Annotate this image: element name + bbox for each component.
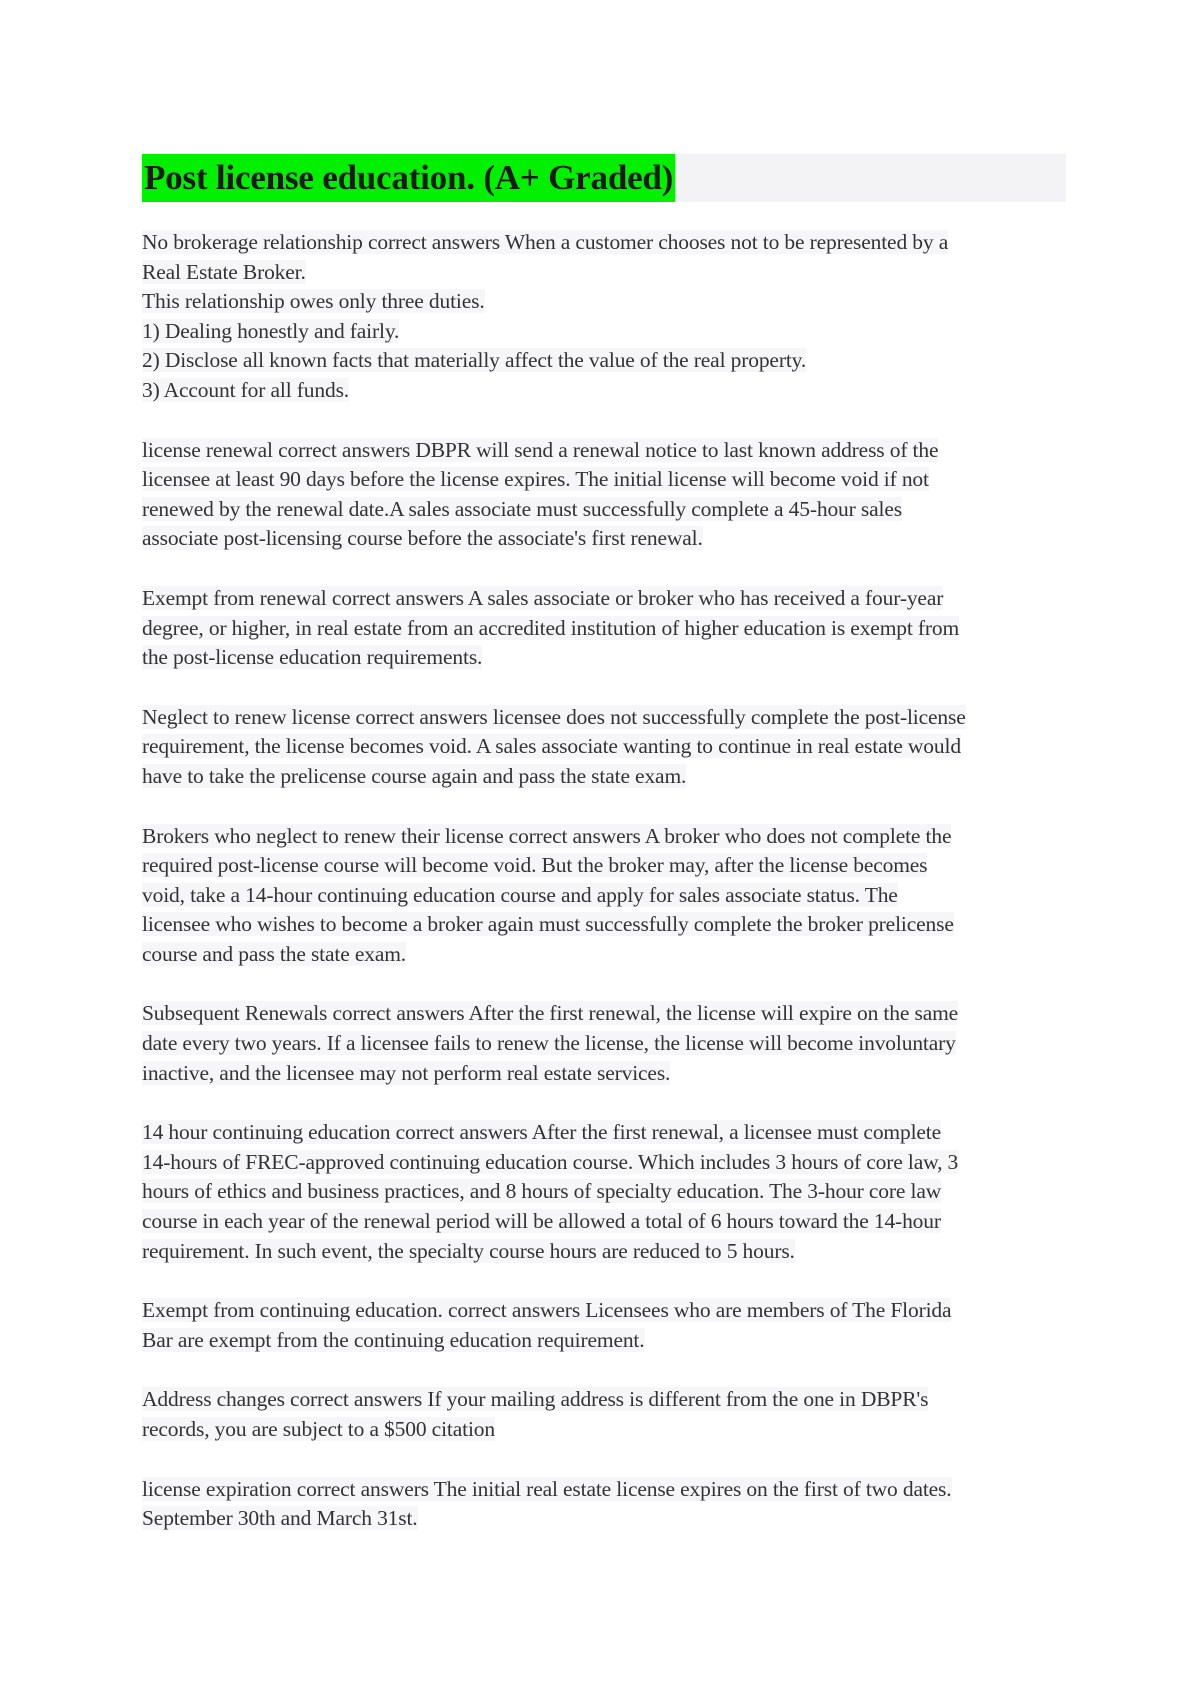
- entry-line: [142, 524, 1066, 554]
- entry-line: [142, 822, 1066, 852]
- entry-line-text: September 30th and March 31st.: [142, 1506, 418, 1531]
- entry-line: [142, 851, 1066, 881]
- entry-line-text: licensee who wishes to become a broker again must successfully complete the broker prelicense: [142, 912, 954, 937]
- entry-line-text: Brokers who neglect to renew their license correct answers A broker who does not complete the: [142, 823, 952, 848]
- entry-line-text: This relationship owes only three duties.: [142, 289, 485, 314]
- entry-line: [142, 703, 1066, 733]
- title-row: [142, 154, 1066, 202]
- entry-line: [142, 881, 1066, 911]
- entry-line: [142, 465, 1066, 495]
- entry-line: [142, 376, 1066, 406]
- entry-line: [142, 436, 1066, 466]
- entry-line: [142, 1504, 1066, 1534]
- entry-line-text: hours of ethics and business practices, and 8 hours of specialty education. The 3-hour core law: [142, 1179, 942, 1204]
- entry-line: [142, 1385, 1066, 1415]
- entry-line-text: Real Estate Broker.: [142, 259, 306, 284]
- entry-line-text: required post-license course will become void. But the broker may, after the license becomes: [142, 853, 928, 878]
- entries-list: [142, 228, 1066, 1534]
- qa-entry: [142, 228, 1066, 406]
- entry-line-text: requirement. In such event, the specialty course hours are reduced to 5 hours.: [142, 1238, 795, 1263]
- qa-entry: [142, 703, 1066, 792]
- entry-line: [142, 287, 1066, 317]
- entry-line: [142, 1029, 1066, 1059]
- entry-line: [142, 999, 1066, 1029]
- qa-entry: [142, 1118, 1066, 1266]
- entry-line-text: date every two years. If a licensee fails to renew the license, the license will become involuntary: [142, 1031, 956, 1056]
- qa-entry: [142, 1296, 1066, 1355]
- qa-entry: [142, 1475, 1066, 1534]
- qa-entry: [142, 999, 1066, 1088]
- document-title: Post license education. (A+ Graded): [142, 154, 675, 202]
- entry-line-text: Neglect to renew license correct answers licensee does not successfully complete the post-license: [142, 704, 966, 729]
- entry-line: [142, 1148, 1066, 1178]
- entry-line-text: 3) Account for all funds.: [142, 377, 350, 402]
- entry-line-text: records, you are subject to a $500 citation: [142, 1417, 495, 1441]
- entry-line: [142, 1326, 1066, 1356]
- entry-line: [142, 762, 1066, 792]
- entry-line-text: requirement, the license becomes void. A sales associate wanting to continue in real estate would: [142, 734, 961, 759]
- qa-entry: [142, 822, 1066, 970]
- entry-line: [142, 228, 1066, 258]
- qa-entry: [142, 1385, 1066, 1444]
- entry-line: [142, 1118, 1066, 1148]
- entry-line: [142, 317, 1066, 347]
- entry-line: [142, 614, 1066, 644]
- entry-line-text: Bar are exempt from the continuing education requirement.: [142, 1327, 645, 1352]
- entry-line: [142, 1296, 1066, 1326]
- entry-line: [142, 258, 1066, 288]
- qa-entry: [142, 584, 1066, 673]
- entry-line-text: Subsequent Renewals correct answers After the first renewal, the license will expire on the same: [142, 1001, 959, 1026]
- entry-line: [142, 495, 1066, 525]
- entry-line-text: 14 hour continuing education correct answers After the first renewal, a licensee must complete: [142, 1120, 942, 1145]
- entry-line: [142, 1237, 1066, 1267]
- document-page: [142, 154, 1066, 1564]
- entry-line-text: void, take a 14-hour continuing education course and apply for sales associate status. The: [142, 882, 898, 907]
- entry-line-text: 1) Dealing honestly and fairly.: [142, 318, 400, 343]
- entry-line-text: license expiration correct answers The initial real estate license expires on the first of two dates.: [142, 1476, 952, 1501]
- entry-line: [142, 1207, 1066, 1237]
- entry-line-text: course in each year of the renewal period will be allowed a total of 6 hours toward the 14-hour: [142, 1209, 941, 1234]
- entry-line-text: Exempt from renewal correct answers A sales associate or broker who has received a four-year: [142, 585, 944, 610]
- entry-line: [142, 1415, 1066, 1445]
- entry-line: [142, 732, 1066, 762]
- entry-line: [142, 940, 1066, 970]
- entry-line-text: Address changes correct answers If your mailing address is different from the one in DBPR's: [142, 1387, 929, 1412]
- entry-line: [142, 1177, 1066, 1207]
- entry-line: [142, 584, 1066, 614]
- entry-line-text: renewed by the renewal date.A sales associate must successfully complete a 45-hour sales: [142, 496, 902, 521]
- entry-line-text: associate post-licensing course before the associate's first renewal.: [142, 526, 703, 551]
- entry-line-text: 14-hours of FREC-approved continuing education course. Which includes 3 hours of core law, 3: [142, 1149, 959, 1174]
- entry-line-text: licensee at least 90 days before the license expires. The initial license will become void if not: [142, 467, 929, 492]
- entry-line-text: license renewal correct answers DBPR will send a renewal notice to last known address of the: [142, 437, 939, 462]
- entry-line-text: have to take the prelicense course again and pass the state exam.: [142, 763, 687, 788]
- entry-line-text: No brokerage relationship correct answers When a customer chooses not to be represented by a: [142, 230, 949, 254]
- entry-line: [142, 643, 1066, 673]
- entry-line: [142, 346, 1066, 376]
- qa-entry: [142, 436, 1066, 554]
- entry-line-text: course and pass the state exam.: [142, 941, 407, 966]
- entry-line-text: the post-license education requirements.: [142, 645, 483, 670]
- entry-line-text: inactive, and the licensee may not perform real estate services.: [142, 1060, 671, 1085]
- entry-line: [142, 1475, 1066, 1505]
- entry-line-text: 2) Disclose all known facts that materially affect the value of the real property.: [142, 348, 807, 373]
- entry-line: [142, 1059, 1066, 1089]
- entry-line: [142, 910, 1066, 940]
- entry-line-text: Exempt from continuing education. correct answers Licensees who are members of The Florida: [142, 1298, 952, 1323]
- entry-line-text: degree, or higher, in real estate from an accredited institution of higher education is exempt from: [142, 615, 960, 640]
